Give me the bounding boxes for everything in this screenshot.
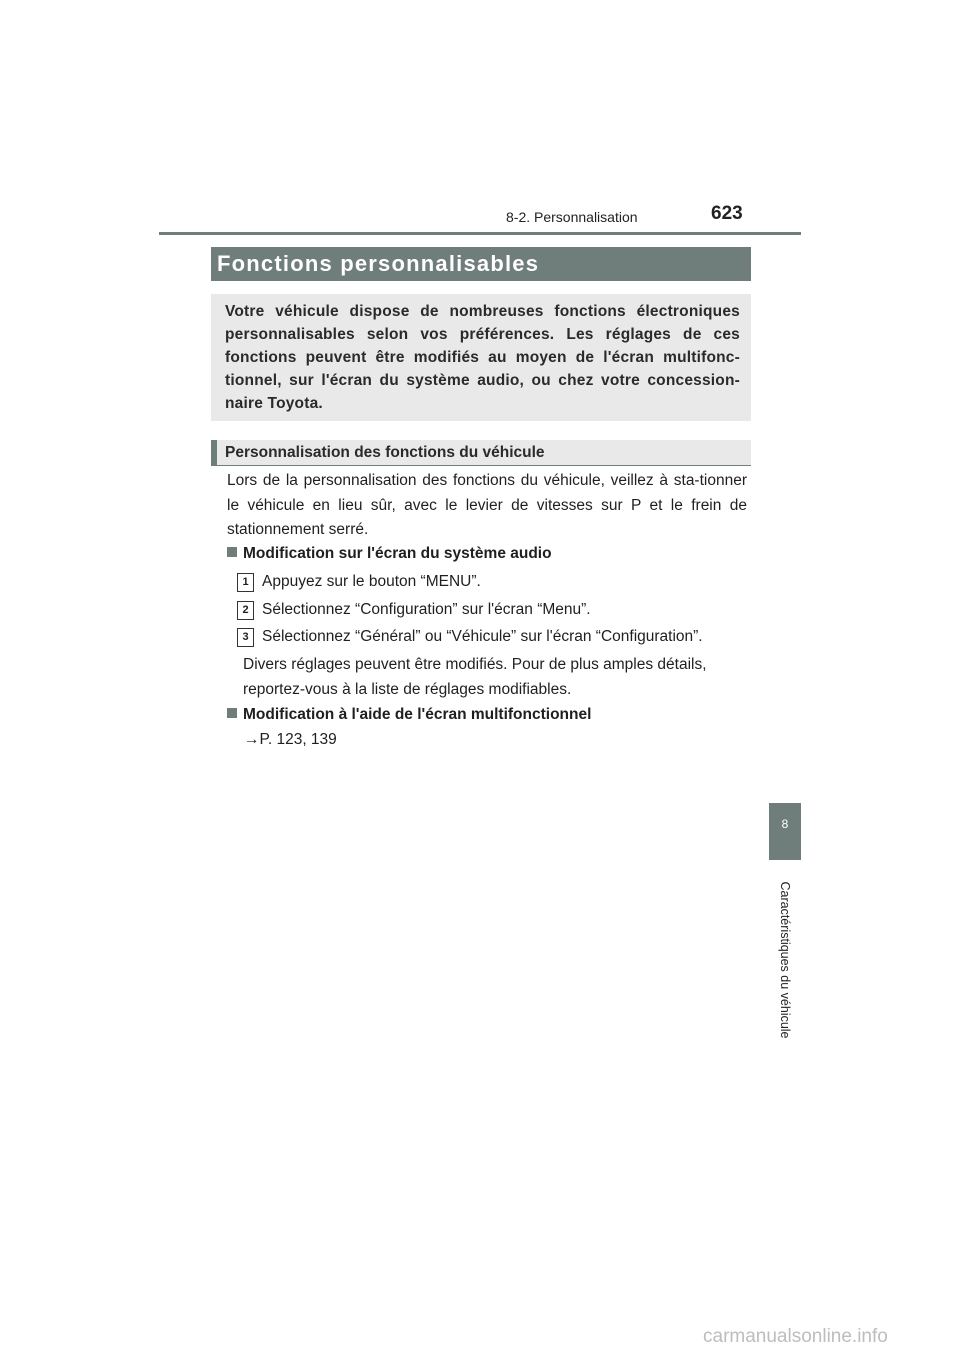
page-number: 623 — [711, 203, 743, 224]
step-text: Sélectionnez “Configuration” sur l'écran “Menu”. — [262, 601, 591, 618]
subheading-accent — [211, 440, 217, 466]
square-bullet-icon — [227, 547, 237, 557]
step-1 — [237, 573, 481, 592]
step-3 — [237, 628, 703, 647]
audio-heading-text: Modification sur l'écran du système audio — [243, 545, 552, 562]
audio-section-heading — [227, 545, 552, 563]
subheading-underline — [211, 465, 751, 466]
header-divider — [159, 232, 801, 235]
step-number-badge: 1 — [237, 573, 254, 592]
step-text: Sélectionnez “Général” ou “Véhicule” sur l'écran “Configuration”. — [262, 628, 703, 645]
section-reference: 8-2. Personnalisation — [506, 209, 638, 225]
step-number-badge: 3 — [237, 628, 254, 647]
body-paragraph: Lors de la personnalisation des fonctions du véhicule, veillez à sta-tionner le véhicule en lieu sûr, avec le levier de vitesses sur P et le frein de stationnement serré. — [227, 472, 747, 538]
multi-section-heading — [227, 706, 591, 724]
chapter-number: 8 — [781, 817, 789, 831]
step-text: Appuyez sur le bouton “MENU”. — [262, 573, 481, 590]
subheading-bar — [211, 440, 751, 466]
page-title: Fonctions personnalisables — [217, 251, 540, 276]
step-2 — [237, 601, 591, 620]
chapter-label: Caractéristiques du véhicule — [778, 881, 792, 1039]
chapter-tab[interactable] — [769, 803, 801, 860]
watermark: carmanualsonline.info — [703, 1326, 888, 1347]
step-number-badge: 2 — [237, 601, 254, 620]
subheading: Personnalisation des fonctions du véhicule — [225, 444, 545, 461]
audio-note: Divers réglages peuvent être modifiés. Pour de plus amples détails, reportez-vous à la liste de réglages modifiables. — [243, 656, 707, 698]
multi-heading-text: Modification à l'aide de l'écran multifonctionnel — [243, 706, 592, 723]
page-reference-link[interactable]: →P. 123, 139 — [244, 731, 337, 748]
page-title-bar — [211, 247, 751, 281]
intro-box — [211, 294, 751, 421]
intro-text: Votre véhicule dispose de nombreuses fonctions électroniques personnalisables selon vos préférences. Les réglages de ces fonctions peuvent être modifiés au moyen de l'écran multifonc-tionnel, sur l'écran du système audio, ou chez votre concession-naire Toyota. — [225, 303, 740, 412]
square-bullet-icon — [227, 708, 237, 718]
